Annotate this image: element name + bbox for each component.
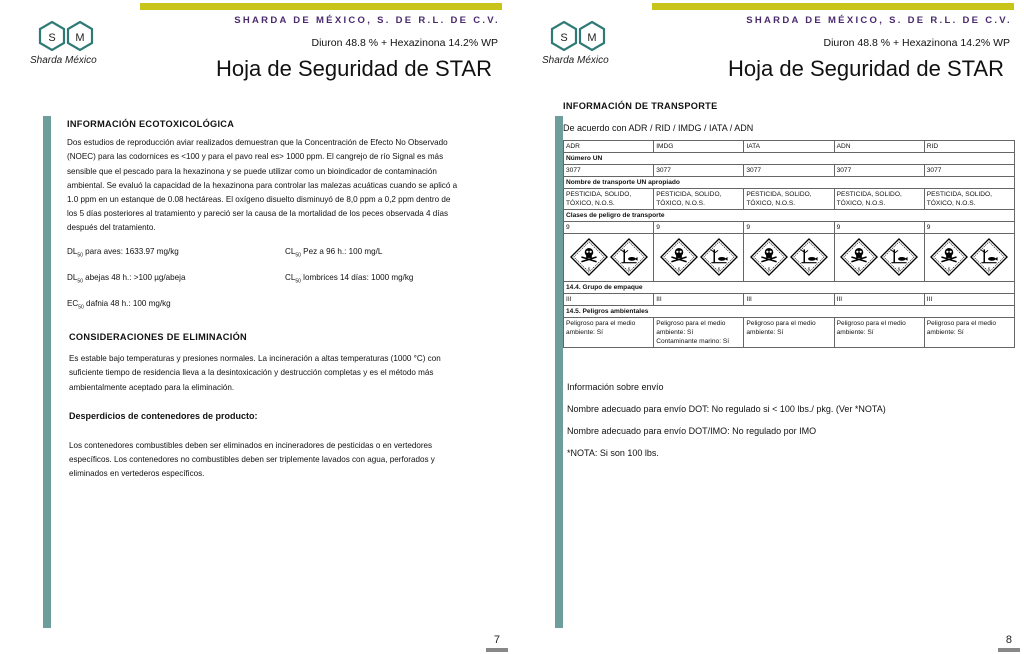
table-row: [564, 318, 1015, 348]
disposal-line: suficiente tiempo de residencia lleva a la desintoxicación y destrucción completas y es el método más: [69, 368, 434, 378]
tox-values-left: [67, 245, 277, 314]
ec-dafnia: $EC_{50}$ dafnia 48 h.: 100 mg/kg: [67, 298, 171, 311]
transport-heading: INFORMACIÓN DE TRANSPORTE: [563, 101, 718, 111]
document-title: Hoja de Seguridad de STAR: [728, 56, 1004, 81]
pictogram-class-number: 6: [677, 267, 681, 273]
table-cell: 9: [654, 222, 744, 234]
page-number: 8: [1005, 634, 1012, 646]
table-cell: III: [744, 294, 834, 306]
col-header-rid: RID: [924, 141, 1014, 153]
logo-letter-m: M: [75, 32, 85, 44]
eco-paragraph: [67, 136, 492, 235]
toxic-skull-icon: [570, 238, 608, 276]
transport-table: [563, 140, 1015, 348]
containers-paragraph: [69, 439, 494, 482]
header-accent-bar: [652, 3, 1014, 10]
disposal-paragraph: [69, 352, 494, 395]
table-row: [564, 306, 1015, 318]
logo-letter-s: S: [48, 32, 56, 44]
disposal-heading: CONSIDERACIONES DE ELIMINACIÓN: [69, 332, 247, 342]
table-cell: III: [834, 294, 924, 306]
table-row: [564, 210, 1015, 222]
containers-line: específicos. Los contenedores no combustibles deben ser triplemente lavados con agua, perforados y: [69, 455, 435, 465]
table-cell: PESTICIDA, SOLIDO, TÓXICO, N.O.S.: [654, 189, 744, 210]
col-header-adn: ADN: [834, 141, 924, 153]
containers-subheading: Desperdicios de contenedores de producto:: [69, 410, 258, 421]
un-number-label: Número UN: [564, 153, 1015, 165]
pictogram-cell: [744, 234, 834, 282]
toxic-skull-icon: [660, 238, 698, 276]
containers-line: Los contenedores combustibles deben ser eliminados en incineradores de pesticidas o en vertedores: [69, 441, 433, 451]
tox-values-right: [285, 245, 495, 289]
pictogram-class-number: 6: [717, 267, 721, 273]
transport-heading-block: [563, 99, 1003, 113]
hazard-class-label: Clases de peligro de transporte: [564, 210, 1015, 222]
table-cell: 3077: [564, 165, 654, 177]
table-row: [564, 282, 1015, 294]
table-cell: Peligroso para el medio ambiente: Sí: [834, 318, 924, 348]
environment-hazard-icon: [610, 238, 648, 276]
table-cell: 9: [744, 222, 834, 234]
table-cell: PESTICIDA, SOLIDO, TÓXICO, N.O.S.: [744, 189, 834, 210]
shipping-note: *NOTA: Si son 100 lbs.: [567, 448, 659, 458]
env-hazards-label: 14.5. Peligros ambientales: [564, 306, 1015, 318]
toxic-skull-icon: [930, 238, 968, 276]
table-cell: III: [564, 294, 654, 306]
header-accent-bar: [140, 3, 502, 10]
logo-letter-m: M: [587, 32, 597, 44]
table-cell: III: [654, 294, 744, 306]
table-cell: 9: [834, 222, 924, 234]
eco-section: [67, 117, 492, 236]
pictogram-class-number: 6: [857, 267, 861, 273]
col-header-imdg: IMDG: [654, 141, 744, 153]
shipping-info: [567, 376, 1007, 464]
table-cell: PESTICIDA, SOLIDO, TÓXICO, N.O.S.: [834, 189, 924, 210]
document-title: Hoja de Seguridad de STAR: [216, 56, 492, 81]
page-number-bar: [998, 648, 1020, 652]
table-cell: PESTICIDA, SOLIDO, TÓXICO, N.O.S.: [564, 189, 654, 210]
eco-line: después del tratamiento.: [67, 223, 156, 233]
environment-hazard-icon: [880, 238, 918, 276]
transport-intro: De acuerdo con ADR / RID / IMDG / IATA / ADN: [563, 123, 754, 133]
environment-hazard-icon: [790, 238, 828, 276]
table-row: [564, 189, 1015, 210]
eco-line: 1.0 ppm en un estanque de 0.08 hectáreas. El oxígeno disuelto disminuyó de 8,0 ppm a 0,2 ppm dentro de: [67, 195, 451, 205]
shipping-name-label: Nombre de transporte UN apropiado: [564, 177, 1015, 189]
side-bar: [555, 116, 563, 628]
eco-heading: INFORMACIÓN ECOTOXICOLÓGICA: [67, 119, 235, 129]
table-cell: Peligroso para el medio ambiente: Sí: [744, 318, 834, 348]
page-number-bar: [486, 648, 508, 652]
containers-line: eliminados en vertederos específicos.: [69, 469, 205, 479]
col-header-iata: IATA: [744, 141, 834, 153]
eco-line: sensible que el pescado para la hexazinona y se puede utilizar como un bioindicador de contaminación: [67, 166, 437, 176]
table-row: [564, 222, 1015, 234]
shipping-dot-imo: Nombre adecuado para envío DOT/IMO: No regulado por IMO: [567, 426, 817, 436]
pictogram-class-number: 6: [948, 267, 951, 273]
logo-caption: Sharda México: [30, 55, 97, 66]
environment-hazard-icon: [970, 238, 1008, 276]
pictogram-class-number: 6: [988, 267, 991, 273]
disposal-section: [69, 330, 494, 482]
dl-aves: $DL_{50}$ para aves: 1633.97 mg/kg: [67, 247, 179, 259]
table-row: [564, 153, 1015, 165]
eco-line: (NOEC) para las codornices es <100 y para el pavo real es> 1000 ppm. El cangrejo de río Signal es más: [67, 152, 444, 162]
disposal-line: ambientalmente aceptado para la eliminación.: [69, 382, 235, 392]
dl-abejas: $DL_{50}$ abejas 48 h.: >100 µg/abeja: [67, 272, 186, 285]
table-cell: III: [924, 294, 1014, 306]
pictogram-cell: [564, 234, 654, 282]
logo-letter-s: S: [560, 32, 568, 44]
pictogram-class-number: 6: [627, 267, 630, 273]
pictogram-cell: [654, 234, 744, 282]
toxic-skull-icon: [750, 238, 788, 276]
pictogram-class-number: 6: [767, 267, 771, 273]
table-row: [564, 141, 1015, 153]
cl-lombrices: $CL_{50}$ lombrices 14 días: 1000 mg/kg: [285, 272, 414, 285]
logo-caption: Sharda México: [542, 55, 609, 66]
pictogram-class-number: 6: [807, 267, 811, 273]
table-cell: Peligroso para el medio ambiente: Sí Contaminante marino: Sí: [654, 318, 744, 348]
table-cell: 9: [924, 222, 1014, 234]
cl-pez: $CL_{50}$ Pez a 96 h.: 100 mg/L: [285, 247, 383, 259]
table-row: [564, 165, 1015, 177]
pictogram-class-number: 6: [897, 267, 901, 273]
table-cell: 3077: [744, 165, 834, 177]
table-cell: Peligroso para el medio ambiente: Sí: [924, 318, 1014, 348]
eco-line: los 5 días posteriores al tratamiento y pareció ser la causa de la mortalidad de los peces observada 4 días: [67, 209, 449, 219]
pictogram-cell: [834, 234, 924, 282]
disposal-line: Es estable bajo temperaturas y presiones normales. La incineración a altas temperaturas (1000 °C) con: [69, 354, 441, 364]
eco-line: Dos estudios de reproducción aviar realizados demuestran que la Concentración de Efecto No Observado: [67, 138, 448, 148]
shipping-dot: Nombre adecuado para envío DOT: No regulado si < 100 lbs./ pkg. (Ver *NOTA): [567, 404, 886, 414]
packing-group-label: 14.4. Grupo de empaque: [564, 282, 1015, 294]
side-bar: [43, 116, 51, 628]
pictogram-class-number: 6: [587, 267, 590, 273]
table-cell: Peligroso para el medio ambiente: Sí: [564, 318, 654, 348]
company-name: SHARDA DE MÉXICO, S. DE R.L. DE C.V.: [746, 15, 1012, 26]
environment-hazard-icon: [700, 238, 738, 276]
table-cell: 3077: [834, 165, 924, 177]
eco-line: ambiental. Se evaluó la capacidad de la hexazinona para controlar las malezas acuáticas cuando se aplicó a: [67, 180, 458, 190]
table-row: [564, 294, 1015, 306]
table-cell: PESTICIDA, SOLIDO, TÓXICO, N.O.S.: [924, 189, 1014, 210]
table-row: [564, 177, 1015, 189]
table-row: [564, 234, 1015, 282]
toxic-skull-icon: [840, 238, 878, 276]
table-cell: 3077: [924, 165, 1014, 177]
col-header-adr: ADR: [564, 141, 654, 153]
product-name: Diuron 48.8 % + Hexazinona 14.2% WP: [823, 37, 1010, 49]
table-cell: 3077: [654, 165, 744, 177]
table-cell: 9: [564, 222, 654, 234]
product-name: Diuron 48.8 % + Hexazinona 14.2% WP: [311, 37, 498, 49]
company-name: SHARDA DE MÉXICO, S. DE R.L. DE C.V.: [234, 15, 500, 26]
pictogram-cell: [924, 234, 1014, 282]
shipping-title: Información sobre envío: [567, 382, 664, 392]
page-number: 7: [493, 634, 500, 646]
